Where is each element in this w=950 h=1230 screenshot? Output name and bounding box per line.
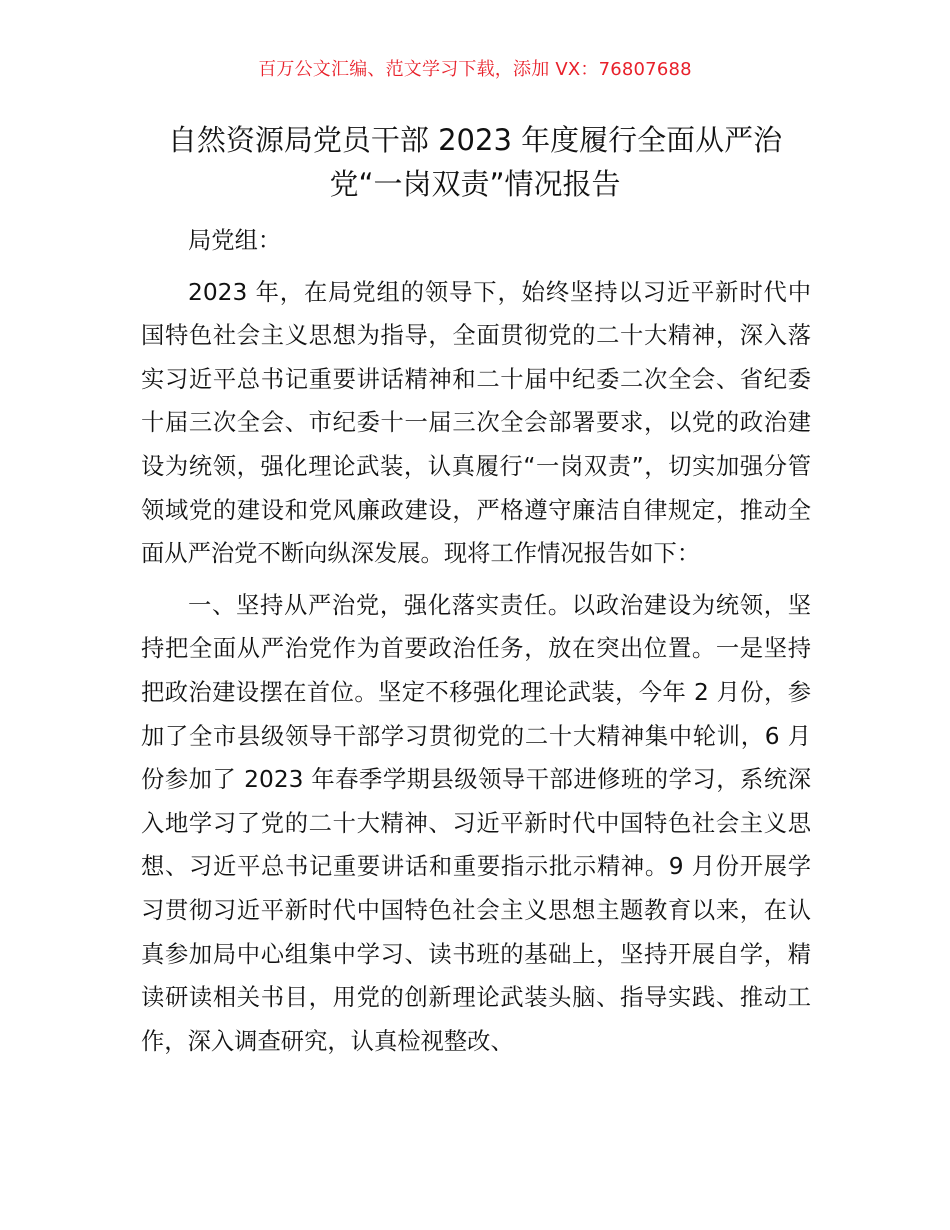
watermark-header: 百万公文汇编、范文学习下载，添加 VX：76807688: [258, 59, 692, 80]
title-line-2: 党“一岗双责”情况报告: [329, 167, 621, 201]
title-line-1: 自然资源局党员干部 2023 年度履行全面从严治: [167, 123, 783, 157]
paragraph-section-1: 一、坚持从严治党，强化落实责任。以政治建设为统领，坚持把全面从严治党作为首要政治任务，放在突出位置。一是坚持把政治建设摆在首位。坚定不移强化理论武装，今年 2 月份，参加了全市县级领导干部学习贯彻党的二十大精神集中轮训，6 月份参加了 2023 年春季学期县级领导干部进修班的学习，系统深入地学习了党的二十大精神、习近平新时代中国特色社会主义思想、习近平总书记重要讲话和重要指示批示精神。9 月份开展学习贯彻习近平新时代中国特色社会主义思想主题教育以来，在认真参加局中心组集中学习、读书班的基础上，坚持开展自学，精读研读相关书目，用党的创新理论武装头脑、指导实践、推动工作，深入调查研究，认真检视整改、: [141, 591, 811, 1055]
salutation: 局党组：: [188, 227, 282, 254]
document-title: [120, 118, 830, 206]
document-body: [141, 219, 811, 1063]
paragraph-intro: 2023 年，在局党组的领导下，始终坚持以习近平新时代中国特色社会主义思想为指导，全面贯彻党的二十大精神，深入落实习近平总书记重要讲话精神和二十届中纪委二次全会、省纪委十届三次全会、市纪委十一届三次全会部署要求，以党的政治建设为统领，强化理论武装，认真履行“一岗双责”，切实加强分管领域党的建设和党风廉政建设，严格遵守廉洁自律规定，推动全面从严治党不断向纵深发展。现将工作情况报告如下：: [141, 278, 811, 568]
